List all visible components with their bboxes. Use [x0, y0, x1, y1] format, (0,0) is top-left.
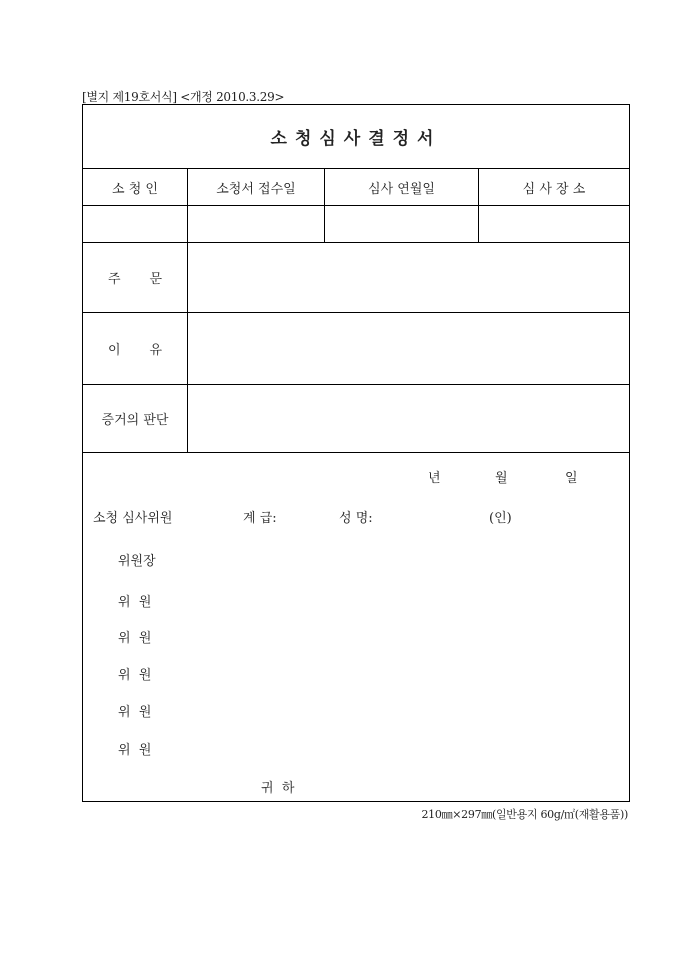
chairman-label: 위원장 [118, 554, 156, 569]
member-label: 위 원 [118, 705, 152, 720]
order-label: 주 문 [83, 243, 188, 312]
column-receipt-date: 소청서 접수일 [188, 169, 325, 205]
title-row [83, 105, 629, 169]
date-year: 년 [428, 471, 441, 486]
member-label: 위 원 [118, 595, 152, 610]
form-label: [별지 제19호서식] <개정 2010.3.29> [82, 90, 285, 104]
date-month: 월 [495, 471, 508, 486]
column-appellant: 소 청 인 [83, 169, 188, 205]
member-label: 위 원 [118, 668, 152, 683]
member-label: 위 원 [118, 631, 152, 646]
column-review-place: 심 사 장 소 [522, 181, 586, 197]
name-label: 성 명: [339, 511, 373, 526]
receipt-date-value-cell[interactable] [188, 206, 325, 242]
reason-label: 이 유 [83, 313, 188, 384]
review-place-value-cell[interactable] [479, 206, 629, 242]
evidence-row [83, 385, 629, 453]
value-row [83, 206, 629, 243]
order-content[interactable] [188, 243, 629, 312]
committee-label: 소청 심사위원 [93, 511, 173, 526]
order-row [83, 243, 629, 313]
member-label: 위 원 [118, 743, 152, 758]
decision-form [82, 104, 630, 802]
paper-spec: 210㎜×297㎜(일반용지 60g/㎡(재활용품)) [421, 808, 628, 821]
seal-mark: (인) [489, 511, 512, 526]
date-day: 일 [565, 471, 578, 486]
evidence-label: 증거의 판단 [83, 385, 188, 452]
rank-label: 계 급: [243, 511, 277, 526]
reason-row [83, 313, 629, 385]
addressee-label: 귀 하 [261, 781, 295, 796]
appellant-value-cell[interactable] [83, 206, 188, 242]
evidence-content[interactable] [188, 385, 629, 452]
header-row [83, 169, 629, 206]
review-date-value-cell[interactable] [325, 206, 479, 242]
column-review-date: 심사 연월일 [325, 169, 479, 205]
reason-content[interactable] [188, 313, 629, 384]
form-title: 소청심사결정서 [270, 129, 442, 149]
